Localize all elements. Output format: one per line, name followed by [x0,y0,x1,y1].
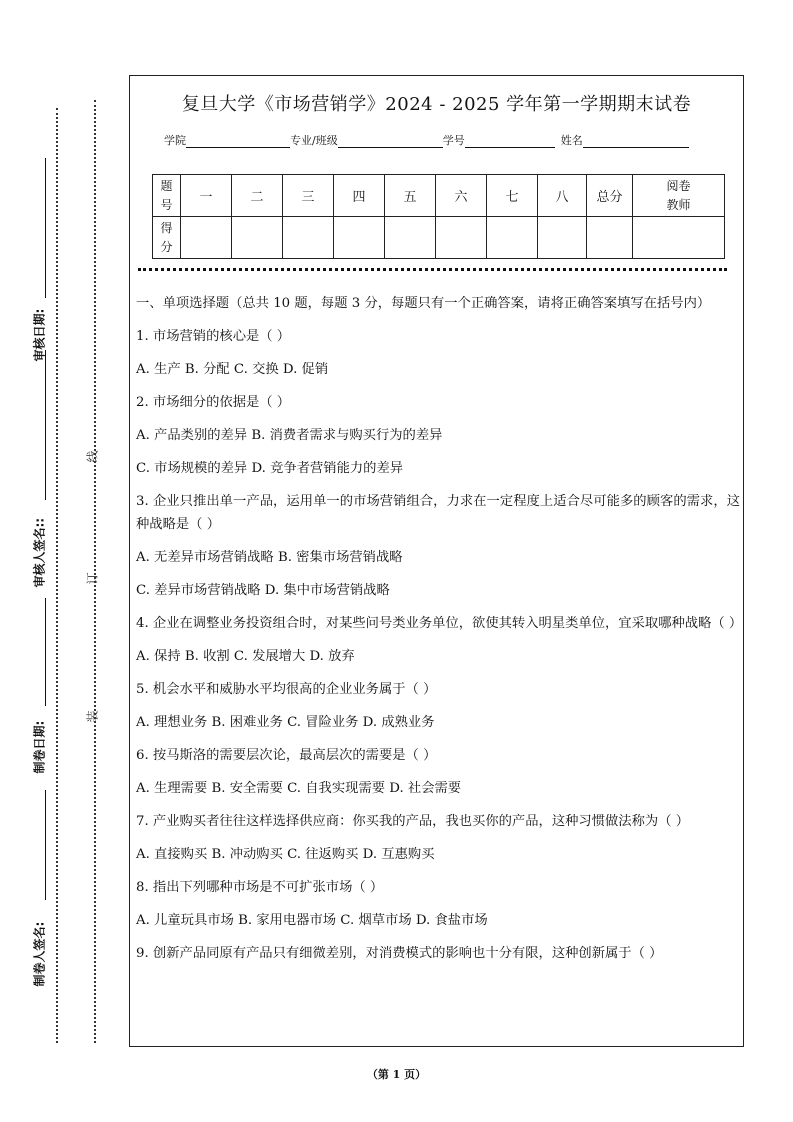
question-1-options: A. 生产 B. 分配 C. 交换 D. 促销 [136,362,329,377]
reviewer-date-label: 审核日期: [32,308,47,362]
exam-frame [129,75,744,1047]
score-row-score: 得 分 [153,217,181,259]
cut-mark-install: 装 [85,710,100,723]
score-cell-reviewer[interactable] [633,217,725,259]
score-cell[interactable] [232,217,283,259]
question-5: 5. 机会水平和威胁水平均很高的企业业务属于（ ） [136,682,437,697]
reviewer-sign-line[interactable] [45,350,46,500]
score-col-7: 七 [487,175,538,217]
question-section [136,292,743,975]
question-2-options-a: A. 产品类别的差异 B. 消费者需求与购买行为的差异 [136,428,443,443]
score-col-5: 五 [385,175,436,217]
exam-title: 复旦大学《市场营销学》2024 - 2025 学年第一学期期末试卷 [181,94,692,115]
score-cell[interactable] [334,217,385,259]
question-8: 8. 指出下列哪种市场是不可扩张市场（ ） [136,880,384,895]
maker-sign-label: 制卷人签名: [32,921,47,987]
reviewer-sign-label: 审核人签名:: [32,517,47,588]
score-cell[interactable] [181,217,232,259]
cut-line-left [56,108,58,1043]
score-col-6: 六 [436,175,487,217]
score-row-header: 题 号 [153,175,181,217]
score-col-8: 八 [538,175,587,217]
maker-date-line[interactable] [45,598,46,706]
major-field[interactable] [338,135,443,148]
score-col-total: 总分 [587,175,633,217]
score-col-2: 二 [232,175,283,217]
cut-mark-line: 线 [85,450,100,463]
score-cell[interactable] [283,217,334,259]
score-col-reviewer: 阅卷 教师 [633,175,725,217]
question-3: 3. 企业只推出单一产品，运用单一的市场营销组合，力求在一定程度上适合尽可能多的顾客的需求，这种战略是（ ） [136,494,740,532]
score-cell-total[interactable] [587,217,633,259]
reviewer-date-line[interactable] [45,158,46,298]
student-id-field[interactable] [465,135,555,148]
question-4-options: A. 保持 B. 收割 C. 发展增大 D. 放弃 [136,649,355,664]
question-9: 9. 创新产品同原有产品只有细微差别，对消费模式的影响也十分有限，这种创新属于（ ） [136,946,663,961]
score-col-4: 四 [334,175,385,217]
college-label: 学院 [164,134,186,147]
question-5-options: A. 理想业务 B. 困难业务 C. 冒险业务 D. 成熟业务 [136,715,435,730]
question-8-options: A. 儿童玩具市场 B. 家用电器市场 C. 烟草市场 D. 食盐市场 [136,913,488,928]
question-2-options-b: C. 市场规模的差异 D. 竞争者营销能力的差异 [136,461,404,476]
page-number: （第 1 页） [366,1068,427,1081]
question-3-options-b: C. 差异市场营销战略 D. 集中市场营销战略 [136,583,390,598]
score-cell[interactable] [538,217,587,259]
question-2: 2. 市场细分的依据是（ ） [136,395,291,410]
question-7: 7. 产业购买者往往这样选择供应商：你买我的产品，我也买你的产品，这种习惯做法称为（ ） [136,814,690,829]
question-7-options: A. 直接购买 B. 冲动购买 C. 往返购买 D. 互惠购买 [136,847,435,862]
student-id-label: 学号 [442,134,465,147]
question-6: 6. 按马斯洛的需要层次论，最高层次的需要是（ ） [136,748,437,763]
major-label: 专业/班级 [290,134,338,147]
cut-mark-bind: 订 [85,572,100,585]
score-cell[interactable] [436,217,487,259]
question-3-options-a: A. 无差异市场营销战略 B. 密集市场营销战略 [136,550,403,565]
question-6-options: A. 生理需要 B. 安全需要 C. 自我实现需要 D. 社会需要 [136,781,462,796]
name-label: 姓名 [560,134,583,147]
college-field[interactable] [186,135,290,148]
score-cell[interactable] [487,217,538,259]
section-heading: 一、单项选择题（总共 10 题，每题 3 分，每题只有一个正确答案，请将正确答案填写在括号内） [136,296,711,311]
score-col-1: 一 [181,175,232,217]
question-1: 1. 市场营销的核心是（ ） [136,329,291,344]
name-field[interactable] [583,135,689,148]
student-info-row [164,132,689,148]
score-col-3: 三 [283,175,334,217]
score-cell[interactable] [385,217,436,259]
maker-date-label: 制卷日期: [32,720,47,774]
binding-margin [0,0,128,1122]
dotted-separator [138,268,727,271]
question-4: 4. 企业在调整业务投资组合时，对某些问号类业务单位，欲使其转入明星类单位，宜采取哪种战略（ ） [136,616,743,631]
score-table [152,174,725,259]
maker-sign-line[interactable] [45,790,46,900]
